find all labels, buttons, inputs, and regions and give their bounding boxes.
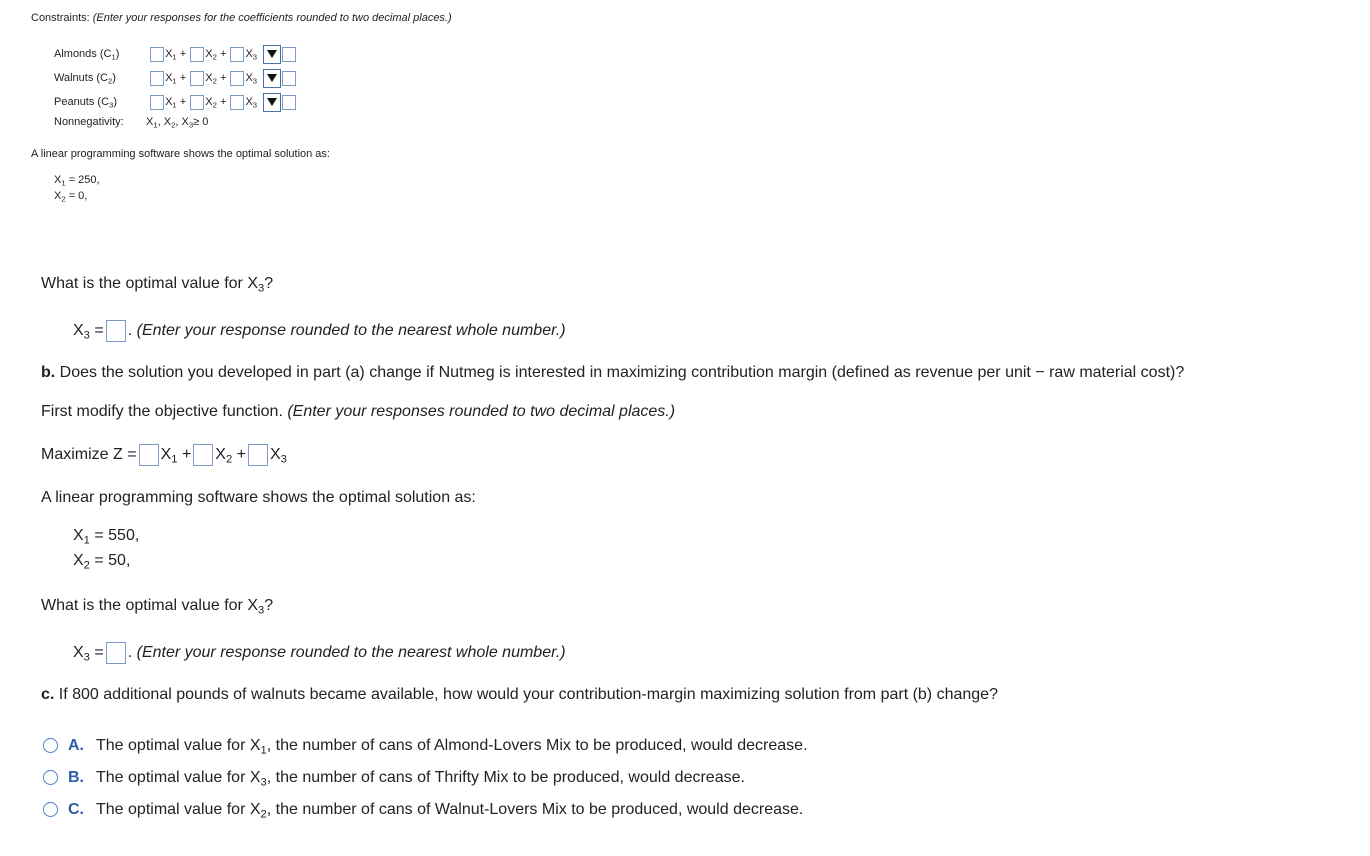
option-sub: 2 (260, 808, 267, 821)
var-x3: X (245, 48, 253, 60)
part-a-answer-row (73, 320, 566, 342)
plus-sign: + (181, 446, 192, 464)
modify-text: First modify the objective function. (41, 403, 288, 420)
rhs-input-almonds[interactable] (282, 47, 296, 62)
constraint-label-text: Walnuts (C (54, 72, 108, 84)
part-b-solution-x1 (73, 527, 139, 545)
var-x2: X (205, 48, 213, 60)
modify-note: (Enter your responses rounded to two decimal places.) (287, 403, 676, 420)
part-b-prefix: b. (41, 364, 56, 381)
constraints-heading-prefix: Constraints: (31, 12, 93, 24)
coef-input-walnuts-x1[interactable] (150, 71, 164, 86)
part-b-question (41, 364, 1184, 382)
nonnegativity-row: Nonnegativity: $X_1$, $X_2$, $X_3\ge 0$ (54, 116, 209, 130)
constraint-label-end: ) (112, 72, 116, 84)
constraint-label-sub: 3 (109, 100, 114, 110)
plus-sign: + (219, 96, 227, 108)
option-text-after: , the number of cans of Walnut-Lovers Mix to be produced, would decrease. (266, 801, 804, 818)
objective-coef-x1-input[interactable] (139, 444, 159, 466)
part-a-solution-x1 (54, 174, 100, 186)
part-b-answer-row (73, 642, 566, 664)
objective-coef-x3-input[interactable] (248, 444, 268, 466)
part-c-prefix: c. (41, 686, 55, 703)
option-text: The optimal value for X (96, 769, 261, 786)
option-a[interactable] (43, 737, 808, 755)
nonnegativity-text: ≥ 0 (193, 116, 209, 128)
coef-input-almonds-x2[interactable] (190, 47, 204, 62)
constraint-label-end: ) (113, 96, 117, 108)
option-c[interactable] (43, 801, 803, 819)
part-b-solution-x2 (73, 552, 130, 570)
var-x1: X (165, 96, 173, 108)
solution-var: X (54, 174, 62, 186)
constraints-heading (31, 12, 452, 24)
constraint-label-end: ) (115, 48, 120, 60)
solution-var: X (73, 527, 84, 544)
option-text-after: , the number of cans of Almond-Lovers Mix to be produced, would decrease. (266, 737, 808, 754)
dropdown-arrow-icon (267, 98, 277, 106)
maximize-label: Maximize Z = (41, 446, 137, 464)
var-x3: X (245, 72, 253, 84)
var-x1: X (165, 72, 173, 84)
solution-sub: 2 (83, 559, 90, 572)
part-b-software-text: A linear programming software shows the optimal solution as: (41, 489, 476, 506)
objective-coef-x2-input[interactable] (193, 444, 213, 466)
period: . (127, 322, 133, 340)
answer-sub: 3 (83, 329, 90, 342)
solution-sub: 1 (61, 178, 66, 188)
constraint-label-text: Almonds (C (54, 48, 112, 60)
question-end: ? (264, 275, 274, 292)
constraint-label-sub: 1 (111, 52, 116, 62)
var-x2: X (215, 446, 226, 464)
solution-var: X (54, 190, 62, 202)
part-c-question (41, 686, 998, 704)
coef-input-peanuts-x1[interactable] (150, 95, 164, 110)
constraint-row-almonds: Almonds $(C_1) X_1 + X_2 + X_3$ (54, 42, 297, 66)
var-x2: X (163, 116, 172, 128)
var-x3: X (269, 446, 281, 464)
constraint-label-text: Peanuts (C (54, 96, 110, 108)
solution-var: X (73, 552, 84, 569)
inequality-dropdown-almonds[interactable] (263, 45, 281, 64)
answer-label: X (73, 322, 84, 340)
answer-sub: 3 (83, 651, 90, 664)
solution-sub: 2 (61, 194, 66, 204)
plus-sign: + (236, 446, 246, 464)
dropdown-arrow-icon (267, 50, 277, 58)
objective-function-row: Maximize $Z = X_1 + X_2 + X_3$ (41, 444, 287, 466)
plus-sign: + (179, 96, 187, 108)
answer-note: (Enter your response rounded to the nearest whole number.) (136, 644, 566, 662)
radio-option-a[interactable] (43, 738, 58, 753)
option-text: The optimal value for X (96, 801, 261, 818)
question-text: What is the optimal value for X (41, 275, 258, 292)
comma: , (175, 116, 179, 128)
part-a-question (41, 275, 273, 293)
var-x2: X (205, 96, 213, 108)
solution-value: = 550, (94, 527, 140, 544)
constraint-label-sub: 2 (108, 76, 113, 86)
part-b-question-text: Does the solution you developed in part (a) change if Nutmeg is interested in maximizing contribution margin (defined as revenue per unit − raw material cost)? (55, 364, 1185, 381)
coef-input-almonds-x1[interactable] (150, 47, 164, 62)
constraint-row-peanuts: Peanuts $(C_3) X_1 + X_2 + X_3$ (54, 90, 297, 114)
plus-sign: + (219, 72, 227, 84)
part-b-modify (41, 403, 675, 421)
coef-input-almonds-x3[interactable] (230, 47, 244, 62)
constraint-label (54, 90, 146, 114)
dropdown-arrow-icon (267, 74, 277, 82)
answer-eq: = (94, 322, 104, 340)
answer-label: X (73, 644, 84, 662)
option-sub: 1 (260, 744, 267, 757)
plus-sign: + (219, 48, 227, 60)
question-text: What is the optimal value for X (41, 597, 258, 614)
constraints-heading-note: (Enter your responses for the coefficients rounded to two decimal places.) (92, 12, 452, 24)
solution-value: = 0, (68, 190, 88, 202)
rhs-input-peanuts[interactable] (282, 95, 296, 110)
solution-value: = 250, (68, 174, 100, 186)
coef-input-walnuts-x3[interactable] (230, 71, 244, 86)
coef-input-peanuts-x2[interactable] (190, 95, 204, 110)
question-end: ? (264, 597, 274, 614)
question-sub: 3 (257, 282, 265, 295)
constraint-row-walnuts: Walnuts $(C_2) X_1 + X_2 + X_3$ (54, 66, 297, 90)
var-x1: X (165, 48, 173, 60)
question-sub: 3 (257, 604, 265, 617)
option-letter: C. (68, 801, 84, 818)
var-x1: X (146, 116, 154, 128)
solution-value: = 50, (94, 552, 131, 569)
part-b-x3-input[interactable] (106, 642, 126, 664)
constraints-block (54, 42, 297, 130)
answer-note: (Enter your response rounded to the nearest whole number.) (136, 322, 566, 340)
part-b-question2 (41, 597, 273, 615)
constraint-label (54, 42, 146, 66)
comma: , (157, 116, 161, 128)
inequality-dropdown-peanuts[interactable] (263, 93, 281, 112)
option-letter: A. (68, 737, 84, 754)
part-a-software-text: A linear programming software shows the optimal solution as: (31, 148, 330, 160)
coef-input-peanuts-x3[interactable] (230, 95, 244, 110)
var-x3: X (181, 116, 189, 128)
part-c-question-text: If 800 additional pounds of walnuts became available, how would your contribution-margin maximizing solution from part (b) change? (54, 686, 998, 703)
plus-sign: + (179, 72, 187, 84)
option-text-after: , the number of cans of Thrifty Mix to be produced, would decrease. (266, 769, 745, 786)
rhs-input-walnuts[interactable] (282, 71, 296, 86)
inequality-dropdown-walnuts[interactable] (263, 69, 281, 88)
option-text: The optimal value for X (96, 737, 261, 754)
plus-sign: + (179, 48, 187, 60)
var-x3: X (245, 96, 253, 108)
coef-input-walnuts-x2[interactable] (190, 71, 204, 86)
radio-option-c[interactable] (43, 802, 58, 817)
period: . (127, 644, 133, 662)
radio-option-b[interactable] (43, 770, 58, 785)
option-letter: B. (68, 769, 84, 786)
var-x2: X (205, 72, 213, 84)
option-sub: 3 (260, 776, 267, 789)
part-a-x3-input[interactable] (106, 320, 126, 342)
part-a-solution-x2 (54, 190, 87, 202)
nonnegativity-label: Nonnegativity: (54, 116, 124, 128)
answer-eq: = (94, 644, 104, 662)
solution-sub: 1 (83, 534, 90, 547)
option-b[interactable] (43, 769, 745, 787)
var-x1: X (160, 446, 172, 464)
constraint-label (54, 66, 146, 90)
